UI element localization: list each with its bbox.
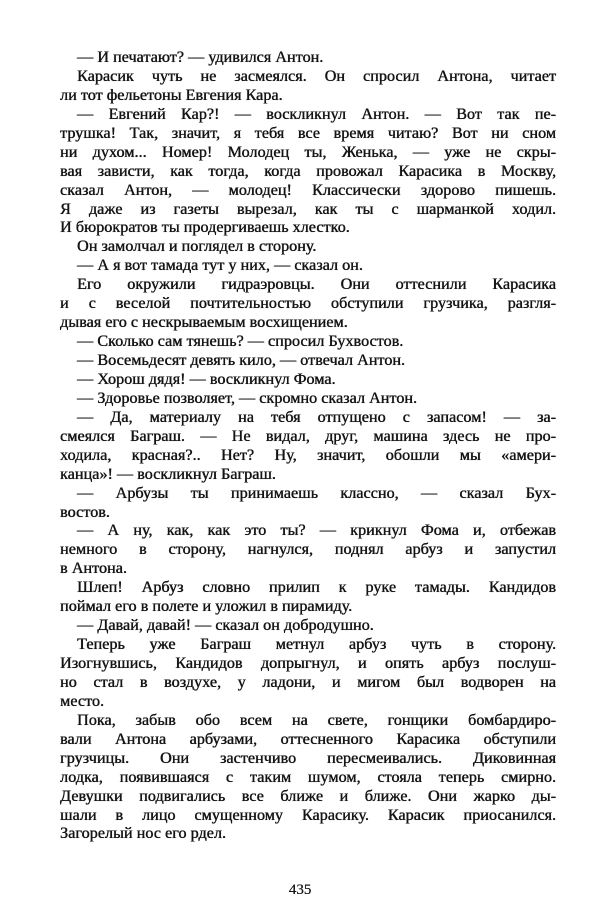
text-line: но стал в воздухе, у ладони, и мигом был водворен на [60,672,556,691]
text-line: востов. [60,502,110,521]
text-line: вали Антона арбузами, оттесненного Карасика обступили [60,729,556,748]
page-number: 435 [288,882,312,898]
paragraph [60,389,556,408]
text-line: — Здоровье позволяет, — скромно сказал Антон. [77,388,417,407]
text-line: — И печатают? — удивился Антон. [77,48,324,66]
paragraph [60,256,556,275]
text-line: сказал Антон, — молодец! Классически здорово пишешь. [60,180,556,199]
text-line: грузчицы. Они застенчиво пересмеивались. Диковинная [60,748,556,767]
paragraph [60,105,556,238]
text-line: канца»! — воскликнул Баграш. [60,464,276,483]
text-line: Шлеп! Арбуз словно прилип к руке тамады. Кандидов [77,578,556,597]
paragraph [60,635,556,711]
text-line: ли тот фельетоны Евгения Кара. [60,85,283,104]
paragraph [60,521,556,578]
paragraph [60,48,556,67]
text-line: — А ну, как, как это ты? — крикнул Фома и, отбежав [77,521,556,540]
paragraph [60,370,556,389]
text-line: — Сколько сам тянешь? — спросил Бухвостов. [77,332,404,351]
text-line: Он замолчал и поглядел в сторону. [77,237,317,256]
text-line: Карасик чуть не засмеялся. Он спросил Антона, читает [77,66,556,85]
text-line: трушка! Так, значит, я тебя все время читаю? Вот ни сном [60,123,556,142]
text-line: Пока, забыв обо всем на свете, гонщики бомбардиро- [77,710,556,729]
text-line: И бюрократов ты продергиваешь хлестко. [60,218,350,237]
paragraph [60,484,556,522]
paragraph [60,67,556,105]
text-line: Я даже из газеты вырезал, как ты с шарманкой ходил. [60,199,556,218]
text-line: — Евгений Кар?! — воскликнул Антон. — Вот так пе- [77,104,556,123]
text-line: немного в сторону, нагнулся, поднял арбуз и запустил [60,540,556,559]
text-line: вая зависти, как тогда, когда провожал Карасика в Москву, [60,161,556,180]
text-line: — А я вот тамада тут у них, — сказал он. [77,256,363,275]
text-line: в Антона. [60,559,127,578]
text-line: — Восемьдесят девять кило, — отвечал Антон. [77,351,406,369]
text-line: дывая его с нескрываемым восхищением. [60,313,348,332]
paragraph [60,711,556,844]
text-line: шали в лицо смущенному Карасику. Карасик приосанился. [60,805,556,824]
paragraph [60,275,556,332]
paragraph [60,408,556,484]
text-line: ни духом... Номер! Молодец ты, Женька, — уже не скры- [60,142,556,161]
text-line: Девушки подвигались все ближе и ближе. Они жарко ды- [60,786,556,805]
paragraph [60,351,556,370]
paragraph [60,578,556,616]
text-line: Изогнувшись, Кандидов допрыгнул, и опять арбуз послуш- [60,654,556,672]
text-line: Теперь уже Баграш метнул арбуз чуть в сторону. [77,635,556,654]
text-line: смеялся Баграш. — Не видал, друг, машина здесь не про- [60,426,556,445]
text-line: ходила, красная?.. Нет? Ну, значит, обошли мы «амери- [60,445,556,464]
paragraph [60,332,556,351]
text-line: и с веселой почтительностью обступили грузчика, разгля- [60,294,556,313]
text-line: Загорелый нос его рдел. [60,824,226,843]
paragraph [60,237,556,256]
book-page-text [60,48,556,843]
text-line: поймал его в полете и уложил в пирамиду. [60,597,353,616]
text-line: — Арбузы ты принимаешь классно, — сказал Бух- [77,483,556,502]
text-line: — Давай, давай! — сказал он добродушно. [77,616,374,635]
text-line: Его окружили гидраэровцы. Они оттеснили Карасика [77,275,556,294]
text-line: — Да, материалу на тебя отпущено с запасом! — за- [77,407,556,426]
text-line: место. [60,691,105,710]
text-line: лодка, появившаяся с таким шумом, стояла теперь смирно. [60,767,556,786]
text-line: — Хорош дядя! — воскликнул Фома. [77,369,336,388]
paragraph [60,616,556,635]
